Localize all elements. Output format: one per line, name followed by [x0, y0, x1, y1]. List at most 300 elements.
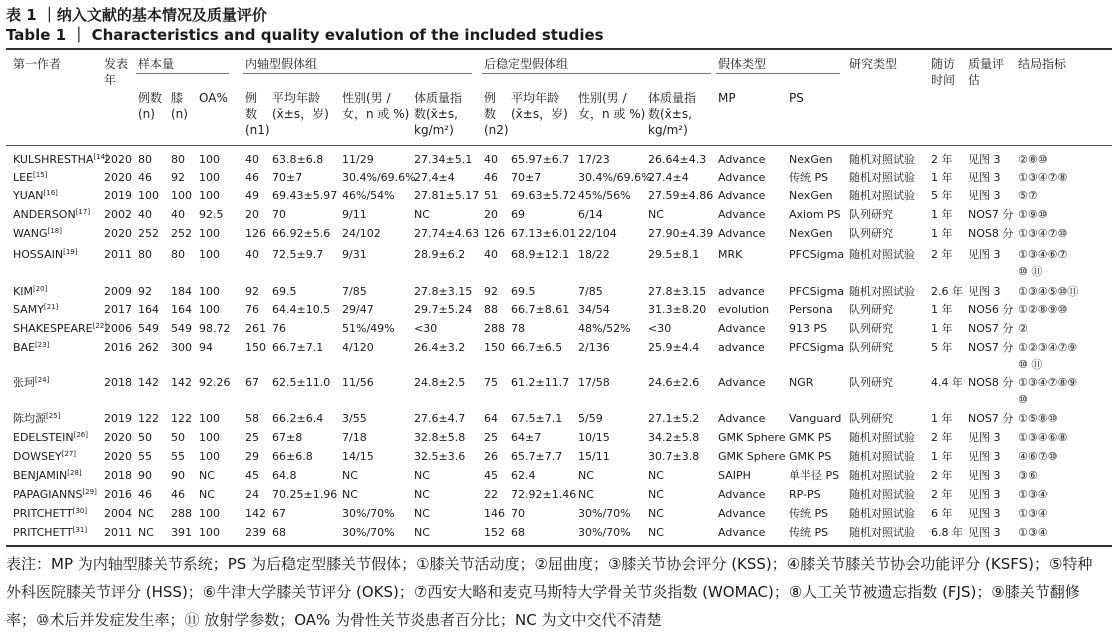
cell-g1age: 67±8 — [272, 431, 303, 444]
cell-quality: 见图 3 — [968, 153, 1001, 166]
cell-follow: 2 年 — [931, 469, 953, 482]
cell-ps: NGR — [789, 376, 814, 389]
cell-g2bmi: 27.8±3.15 — [648, 285, 707, 298]
cell-out1: ①③④⑥⑧ — [1018, 431, 1068, 444]
header-g1-cases-line2: 数 — [245, 107, 258, 121]
cell-g2n: 92 — [484, 285, 498, 298]
cell-year: 2020 — [104, 171, 132, 184]
header-g1-cases-line3: (n1) — [245, 123, 270, 137]
cell-oa: 92.26 — [199, 376, 231, 389]
cell-g1bmi: 27.6±4.7 — [414, 412, 466, 425]
cell-g1sex: 7/85 — [342, 285, 367, 298]
cell-g2sex: 10/15 — [578, 431, 610, 444]
cell-g2sex: 48%/52% — [578, 322, 631, 335]
cell-g2n: 26 — [484, 450, 498, 463]
cell-mp: advance — [718, 285, 765, 298]
cell-g1bmi: 27.81±5.17 — [414, 189, 480, 202]
cell-year: 2016 — [104, 341, 132, 354]
cell-author-ref: [30] — [72, 507, 88, 515]
header-ps: PS — [789, 91, 804, 105]
cell-quality: 见图 3 — [968, 285, 1001, 298]
cell-n: 122 — [138, 412, 159, 425]
cell-author-text: PAPAGIANNS — [13, 488, 83, 501]
cell-n: 50 — [138, 431, 152, 444]
cell-author-ref: [15] — [33, 171, 48, 179]
cell-oa: 92.5 — [199, 208, 224, 221]
header-sample-cases-line1: 例数 — [138, 91, 163, 105]
cell-out2: ⑩ ⑪ — [1018, 265, 1043, 278]
cell-g2n: 150 — [484, 341, 505, 354]
cell-oa: 100 — [199, 303, 220, 316]
cell-g1sex: 3/55 — [342, 412, 367, 425]
cell-g1age: 72.5±9.7 — [272, 248, 324, 261]
cell-g2bmi: NC — [648, 469, 664, 482]
table-caption-cn: 表 1 ｜纳入文献的基本情况及质量评价 — [6, 6, 267, 24]
cell-follow: 1 年 — [931, 450, 953, 463]
cell-study: 队列研究 — [849, 303, 893, 316]
cell-ps: 传统 PS — [789, 171, 829, 184]
cell-g1sex: 11/56 — [342, 376, 374, 389]
cell-knees: 55 — [171, 450, 185, 463]
cell-ps: Persona — [789, 303, 833, 316]
cell-g1n: 29 — [245, 450, 259, 463]
cell-g1age: 70 — [272, 208, 286, 221]
table-header-rule — [6, 145, 1112, 146]
cell-g1bmi: NC — [414, 488, 430, 501]
cell-mp: Advance — [718, 189, 766, 202]
cell-g1n: 45 — [245, 469, 259, 482]
cell-study: 随机对照试验 — [849, 526, 915, 539]
cell-g1sex: 7/18 — [342, 431, 367, 444]
cell-g1n: 40 — [245, 248, 259, 261]
table-top-rule — [6, 48, 1112, 50]
cell-g2age: 68.9±12.1 — [511, 248, 570, 261]
cell-ps: GMK PS — [789, 450, 832, 463]
cell-g1bmi: NC — [414, 526, 430, 539]
cell-g2n: 25 — [484, 431, 498, 444]
header-g1-age-line1: 平均年龄 — [272, 91, 321, 105]
cell-study: 队列研究 — [849, 208, 893, 221]
cell-g2bmi: 27.90±4.39 — [648, 227, 714, 240]
cell-g2age: 67.13±6.01 — [511, 227, 577, 240]
header-prosthesis: 假体类型 — [718, 57, 767, 71]
cell-author — [13, 450, 76, 464]
sample-group-rule — [136, 73, 229, 74]
cell-g1bmi: <30 — [414, 322, 438, 335]
cell-follow: 2 年 — [931, 431, 953, 444]
cell-author — [13, 469, 82, 483]
cell-g1bmi: NC — [414, 208, 430, 221]
cell-out1: ①③④ — [1018, 507, 1048, 520]
cell-year: 2011 — [104, 248, 132, 261]
cell-year: 2018 — [104, 376, 132, 389]
cell-g1sex: 14/15 — [342, 450, 374, 463]
header-g2-sex-line2: 女，n 或 %) — [578, 107, 646, 121]
cell-g1age: 70±7 — [272, 171, 303, 184]
header-follow-line1: 随访 — [931, 57, 956, 71]
cell-g1age: 70.25±1.96 — [272, 488, 338, 501]
cell-knees: 80 — [171, 153, 185, 166]
cell-n: 90 — [138, 469, 152, 482]
cell-g2sex: 30%/70% — [578, 507, 631, 520]
cell-g1age: 66.2±6.4 — [272, 412, 324, 425]
cell-study: 随机对照试验 — [849, 248, 915, 261]
cell-author-text: WANG — [13, 227, 48, 240]
cell-g2bmi: NC — [648, 208, 664, 221]
cell-mp: Advance — [718, 322, 766, 335]
cell-author — [13, 341, 49, 355]
cell-ps: NexGen — [789, 227, 833, 240]
cell-quality: NOS7 分 — [968, 322, 1014, 335]
cell-mp: Advance — [718, 507, 766, 520]
cell-ps: Axiom PS — [789, 208, 841, 221]
cell-g1age: 64.4±10.5 — [272, 303, 331, 316]
cell-study: 队列研究 — [849, 322, 893, 335]
cell-follow: 1 年 — [931, 208, 953, 221]
cell-follow: 5 年 — [931, 341, 953, 354]
cell-g2age: 66.7±8.61 — [511, 303, 570, 316]
header-g2-cases-line2: 数 — [484, 107, 497, 121]
cell-study: 随机对照试验 — [849, 189, 915, 202]
cell-mp: Advance — [718, 153, 766, 166]
cell-g1age: 69.43±5.97 — [272, 189, 338, 202]
cell-year: 2009 — [104, 285, 132, 298]
cell-g1sex: 9/11 — [342, 208, 367, 221]
cell-g2sex: NC — [578, 488, 594, 501]
header-g2-bmi-line3: kg/m²) — [648, 123, 688, 137]
cell-g1bmi: 28.9±6.2 — [414, 248, 466, 261]
cell-g1age: 62.5±11.0 — [272, 376, 331, 389]
cell-follow: 2 年 — [931, 488, 953, 501]
cell-quality: 见图 3 — [968, 431, 1001, 444]
cell-author-text: 张珂 — [13, 376, 35, 389]
cell-quality: 见图 3 — [968, 450, 1001, 463]
header-g2-sex-line1: 性别(男 / — [578, 91, 627, 105]
cell-oa: 100 — [199, 248, 220, 261]
cell-oa: 100 — [199, 153, 220, 166]
cell-n: 92 — [138, 285, 152, 298]
header-outcome: 结局指标 — [1018, 57, 1067, 71]
cell-knees: 80 — [171, 248, 185, 261]
cell-knees: 300 — [171, 341, 192, 354]
cell-quality: NOS6 分 — [968, 303, 1014, 316]
table-footnote: 表注：MP 为内轴型膝关节系统；PS 为后稳定型膝关节假体；①膝关节活动度；②屈曲度；③膝关节协会评分 (KSS)；④膝关节膝关节协会功能评分 (KSFS)；⑤特种外科医院膝关节评分 (HSS)；⑥牛津大学膝关节评分 (OKS)；⑦西安大略和麦克马斯特大学骨关节炎指数 (WOMAC)；⑧人工关节被遗忘指数 (FJS)；⑨膝关节翻修率；⑩术后并发症发生率；⑪ 放射学参数；OA% 为骨性关节炎患者百分比；NC 为文中交代不清楚 — [6, 555, 1093, 629]
cell-g2sex: 15/11 — [578, 450, 610, 463]
cell-g2n: 146 — [484, 507, 505, 520]
header-oa: OA% — [199, 91, 228, 105]
cell-author — [13, 526, 87, 540]
cell-oa: NC — [199, 488, 215, 501]
header-g2-bmi-line1: 体质量指 — [648, 91, 697, 105]
cell-ps: PFCSigma — [789, 248, 845, 261]
cell-g1n: 49 — [245, 189, 259, 202]
cell-author-ref: [16] — [43, 189, 58, 197]
cell-g1bmi: 27.34±5.1 — [414, 153, 473, 166]
header-g2-bmi-line2: 数(x̄±s, — [648, 107, 692, 121]
cell-g1bmi: 29.7±5.24 — [414, 303, 473, 316]
cell-follow: 1 年 — [931, 171, 953, 184]
cell-follow: 6 年 — [931, 507, 953, 520]
cell-author-ref: [25] — [46, 412, 61, 420]
cell-year: 2017 — [104, 303, 132, 316]
cell-knees: 184 — [171, 285, 192, 298]
cell-study: 随机对照试验 — [849, 469, 915, 482]
cell-author-ref: [31] — [72, 526, 88, 534]
cell-n: 549 — [138, 322, 159, 335]
cell-n: NC — [138, 526, 154, 539]
cell-study: 随机对照试验 — [849, 431, 915, 444]
cell-g2n: 22 — [484, 488, 498, 501]
cell-study: 队列研究 — [849, 412, 893, 425]
cell-oa: NC — [199, 469, 215, 482]
cell-quality: NOS7 分 — [968, 412, 1014, 425]
cell-out1: ④⑥⑦⑩ — [1018, 450, 1058, 463]
cell-g2age: 64±7 — [511, 431, 542, 444]
cell-author — [13, 171, 47, 185]
cell-g2sex: 17/58 — [578, 376, 610, 389]
cell-g1n: 67 — [245, 376, 259, 389]
header-g2-cases-line3: (n2) — [484, 123, 509, 137]
cell-quality: 见图 3 — [968, 507, 1001, 520]
cell-out1: ② — [1018, 322, 1028, 335]
cell-oa: 100 — [199, 171, 220, 184]
cell-quality: NOS8 分 — [968, 376, 1014, 389]
cell-knees: 50 — [171, 431, 185, 444]
cell-year: 2011 — [104, 526, 132, 539]
header-year-line1: 发表 — [104, 57, 129, 71]
cell-g2age: 62.4 — [511, 469, 536, 482]
cell-g1sex: 24/102 — [342, 227, 381, 240]
cell-g2age: 69 — [511, 208, 525, 221]
cell-author-ref: [21] — [43, 303, 59, 311]
cell-study: 随机对照试验 — [849, 153, 915, 166]
group2-rule — [482, 73, 711, 74]
cell-g1sex: NC — [342, 469, 358, 482]
cell-out1: ①⑨⑩ — [1018, 208, 1048, 221]
cell-g2age: 70±7 — [511, 171, 542, 184]
cell-mp: evolution — [718, 303, 770, 316]
cell-year: 2019 — [104, 189, 132, 202]
cell-n: 142 — [138, 376, 159, 389]
header-author: 第一作者 — [13, 57, 62, 71]
cell-ps: NexGen — [789, 153, 833, 166]
cell-follow: 4.4 年 — [931, 376, 963, 389]
cell-quality: NOS8 分 — [968, 227, 1014, 240]
cell-follow: 1 年 — [931, 412, 953, 425]
header-sample: 样本量 — [138, 57, 175, 71]
header-g2-cases-line1: 例 — [484, 91, 497, 105]
cell-g2n: 40 — [484, 248, 498, 261]
cell-g1age: 63.8±6.8 — [272, 153, 324, 166]
cell-n: 40 — [138, 208, 152, 221]
cell-g1sex: 9/31 — [342, 248, 367, 261]
cell-knees: 46 — [171, 488, 185, 501]
cell-knees: 122 — [171, 412, 192, 425]
cell-oa: 100 — [199, 189, 220, 202]
cell-out1: ①②⑧⑨⑩ — [1018, 303, 1068, 316]
cell-g1sex: NC — [342, 488, 358, 501]
cell-g1bmi: 32.5±3.6 — [414, 450, 466, 463]
cell-author-text: EDELSTEIN — [13, 431, 74, 444]
cell-g1bmi: NC — [414, 507, 430, 520]
cell-g2n: 45 — [484, 469, 498, 482]
cell-oa: 100 — [199, 227, 220, 240]
cell-g1bmi: 27.74±4.63 — [414, 227, 480, 240]
cell-n: 252 — [138, 227, 159, 240]
cell-knees: 142 — [171, 376, 192, 389]
cell-author-ref: [26] — [73, 431, 88, 439]
cell-follow: 2 年 — [931, 248, 953, 261]
cell-author-ref: [17] — [75, 208, 91, 216]
cell-g2bmi: 27.4±4 — [648, 171, 689, 184]
cell-n: 80 — [138, 248, 152, 261]
cell-author-text: KIM — [13, 285, 33, 298]
cell-g1n: 142 — [245, 507, 266, 520]
cell-g2bmi: NC — [648, 526, 664, 539]
cell-study: 随机对照试验 — [849, 171, 915, 184]
cell-g2n: 126 — [484, 227, 505, 240]
cell-g1bmi: NC — [414, 469, 430, 482]
cell-g1age: 66.92±5.6 — [272, 227, 331, 240]
cell-g2sex: 2/136 — [578, 341, 610, 354]
cell-g2age: 69.5 — [511, 285, 536, 298]
cell-study: 随机对照试验 — [849, 450, 915, 463]
cell-quality: 见图 3 — [968, 189, 1001, 202]
cell-author — [13, 227, 62, 241]
cell-author-ref: [27] — [61, 450, 77, 458]
cell-author-ref: [22] — [92, 322, 108, 330]
cell-knees: 549 — [171, 322, 192, 335]
cell-author-ref: [18] — [47, 227, 62, 235]
cell-out1: ①③④⑥⑦ — [1018, 248, 1068, 261]
header-g1-bmi-line1: 体质量指 — [414, 91, 463, 105]
cell-quality: 见图 3 — [968, 469, 1001, 482]
cell-g2bmi: NC — [648, 488, 664, 501]
cell-year: 2020 — [104, 431, 132, 444]
cell-author-text: HOSSAIN — [13, 248, 64, 261]
cell-out1: ⑤⑦ — [1018, 189, 1038, 202]
cell-ps: PFCSigma — [789, 341, 845, 354]
cell-ps: 单半径 PS — [789, 469, 840, 482]
cell-g1sex: 30%/70% — [342, 526, 395, 539]
table-bottom-rule — [6, 545, 1112, 547]
cell-out1: ①③④ — [1018, 488, 1048, 501]
cell-g2bmi: 27.1±5.2 — [648, 412, 700, 425]
cell-year: 2002 — [104, 208, 132, 221]
cell-n: 100 — [138, 189, 159, 202]
cell-g2n: 20 — [484, 208, 498, 221]
cell-g1age: 66±6.8 — [272, 450, 313, 463]
cell-oa: 100 — [199, 526, 220, 539]
cell-year: 2020 — [104, 450, 132, 463]
cell-follow: 1 年 — [931, 322, 953, 335]
cell-knees: 288 — [171, 507, 192, 520]
cell-g2sex: 18/22 — [578, 248, 610, 261]
cell-g1n: 58 — [245, 412, 259, 425]
cell-author-text: BENJAMIN — [13, 469, 68, 482]
cell-g1n: 126 — [245, 227, 266, 240]
header-sample-knees-line2: (n) — [171, 107, 188, 121]
cell-year: 2019 — [104, 412, 132, 425]
cell-author-text: YUAN — [13, 189, 44, 202]
cell-g1n: 76 — [245, 303, 259, 316]
header-g1-bmi-line2: 数(x̄±s, — [414, 107, 458, 121]
header-group2: 后稳定型假体组 — [484, 57, 569, 71]
header-g2-age-line2: (x̄±s，岁) — [511, 107, 568, 121]
cell-ps: GMK PS — [789, 431, 832, 444]
cell-g1n: 46 — [245, 171, 259, 184]
cell-follow: 1 年 — [931, 227, 953, 240]
cell-g2age: 61.2±11.7 — [511, 376, 570, 389]
cell-g2n: 46 — [484, 171, 498, 184]
cell-quality: 见图 3 — [968, 248, 1001, 261]
cell-year: 2006 — [104, 322, 132, 335]
cell-knees: 391 — [171, 526, 192, 539]
cell-g1n: 40 — [245, 153, 259, 166]
cell-g2bmi: 24.6±2.6 — [648, 376, 700, 389]
cell-g2sex: 17/23 — [578, 153, 610, 166]
cell-study: 随机对照试验 — [849, 507, 915, 520]
cell-mp: SAIPH — [718, 469, 751, 482]
cell-g2sex: 5/59 — [578, 412, 603, 425]
cell-author — [13, 488, 97, 502]
header-follow-line2: 时间 — [931, 73, 956, 87]
cell-g2age: 72.92±1.46 — [511, 488, 577, 501]
cell-out1: ①③④⑤⑩⑪ — [1018, 285, 1079, 298]
cell-study: 随机对照试验 — [849, 488, 915, 501]
cell-n: 55 — [138, 450, 152, 463]
cell-g1age: 64.8 — [272, 469, 297, 482]
cell-n: 262 — [138, 341, 159, 354]
cell-g2sex: 34/54 — [578, 303, 610, 316]
cell-year: 2004 — [104, 507, 132, 520]
cell-g1n: 25 — [245, 431, 259, 444]
cell-g1n: 239 — [245, 526, 266, 539]
cell-ps: RP-PS — [789, 488, 821, 501]
cell-mp: Advance — [718, 208, 766, 221]
cell-author-ref: [28] — [67, 469, 82, 477]
cell-g2bmi: 30.7±3.8 — [648, 450, 700, 463]
cell-author-text: 陈均源 — [13, 412, 46, 425]
cell-author — [13, 431, 88, 445]
cell-g2age: 66.7±6.5 — [511, 341, 563, 354]
cell-author — [13, 189, 58, 203]
cell-ps: 913 PS — [789, 322, 828, 335]
cell-n: 80 — [138, 153, 152, 166]
cell-g1n: 150 — [245, 341, 266, 354]
group1-rule — [243, 73, 472, 74]
cell-oa: 100 — [199, 507, 220, 520]
cell-oa: 100 — [199, 450, 220, 463]
cell-out2: ⑩ ⑪ — [1018, 358, 1043, 371]
cell-mp: Advance — [718, 227, 766, 240]
cell-g1bmi: 24.8±2.5 — [414, 376, 466, 389]
cell-mp: Advance — [718, 526, 766, 539]
cell-g1bmi: 26.4±3.2 — [414, 341, 466, 354]
cell-n: NC — [138, 507, 154, 520]
cell-g2n: 75 — [484, 376, 498, 389]
cell-author — [13, 248, 77, 262]
cell-g1n: 20 — [245, 208, 259, 221]
cell-knees: 100 — [171, 189, 192, 202]
cell-g2age: 70 — [511, 507, 525, 520]
header-quality-line1: 质量评 — [968, 57, 1005, 71]
header-g2-age-line1: 平均年龄 — [511, 91, 560, 105]
cell-n: 46 — [138, 171, 152, 184]
cell-n: 46 — [138, 488, 152, 501]
cell-follow: 2.6 年 — [931, 285, 963, 298]
cell-g1sex: 30.4%/69.6% — [342, 171, 416, 184]
